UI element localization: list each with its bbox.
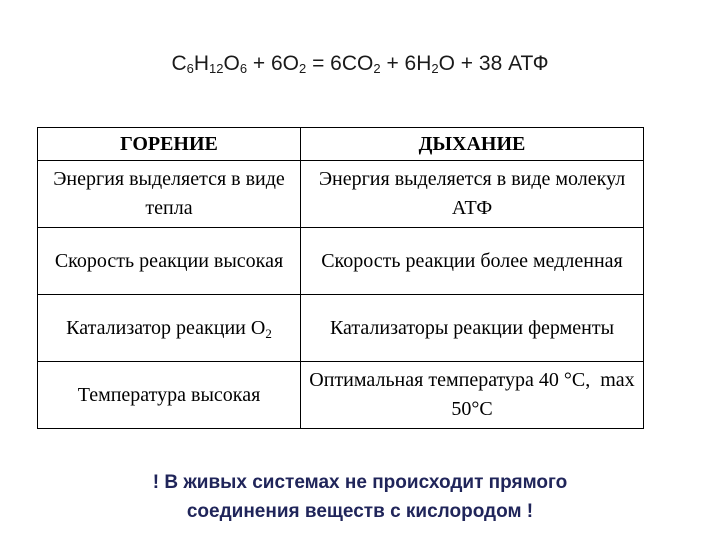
cell-respiration: Оптимальная температура 40 °С, max 50°С	[301, 362, 644, 429]
table-row	[38, 228, 644, 295]
cell-respiration: Скорость реакции более медленная	[301, 228, 644, 295]
equation-subscript: 6	[239, 61, 248, 76]
header-respiration: ДЫХАНИЕ	[301, 128, 644, 161]
equation-part: O	[223, 52, 240, 75]
comparison-table	[37, 127, 644, 429]
equation-part: O + 38 АТФ	[438, 52, 549, 75]
equation-subscript: 2	[299, 61, 307, 76]
cell-respiration: Катализаторы реакции ферменты	[301, 295, 644, 362]
equation-part: C	[171, 52, 187, 75]
cell-combustion	[38, 295, 301, 362]
equation	[0, 52, 720, 76]
table-header-row	[38, 128, 644, 161]
equation-part: = 6CO	[306, 52, 374, 75]
header-combustion: ГОРЕНИЕ	[38, 128, 301, 161]
equation-subscript: 6	[186, 61, 194, 76]
cell-combustion: Энергия выделяется в виде тепла	[38, 161, 301, 228]
note-line: ! В живых системах не происходит прямого	[152, 472, 568, 493]
equation-part: + 6H	[380, 52, 432, 75]
equation-subscript: 12	[209, 61, 224, 76]
note	[0, 468, 720, 526]
equation-part: + 6O	[247, 52, 300, 75]
cell-combustion: Температура высокая	[38, 362, 301, 429]
note-line: соединения веществ с кислородом !	[186, 501, 534, 522]
cell-combustion: Скорость реакции высокая	[38, 228, 301, 295]
table-row	[38, 161, 644, 228]
cell-subscript: 2	[265, 325, 272, 341]
cell-respiration: Энергия выделяется в виде молекул АТФ	[301, 161, 644, 228]
cell-text: Катализатор реакции O	[66, 316, 266, 339]
table-row	[38, 295, 644, 362]
equation-subscript: 2	[373, 61, 381, 76]
equation-part: H	[193, 52, 210, 75]
equation-subscript: 2	[431, 61, 439, 76]
table-row	[38, 362, 644, 429]
